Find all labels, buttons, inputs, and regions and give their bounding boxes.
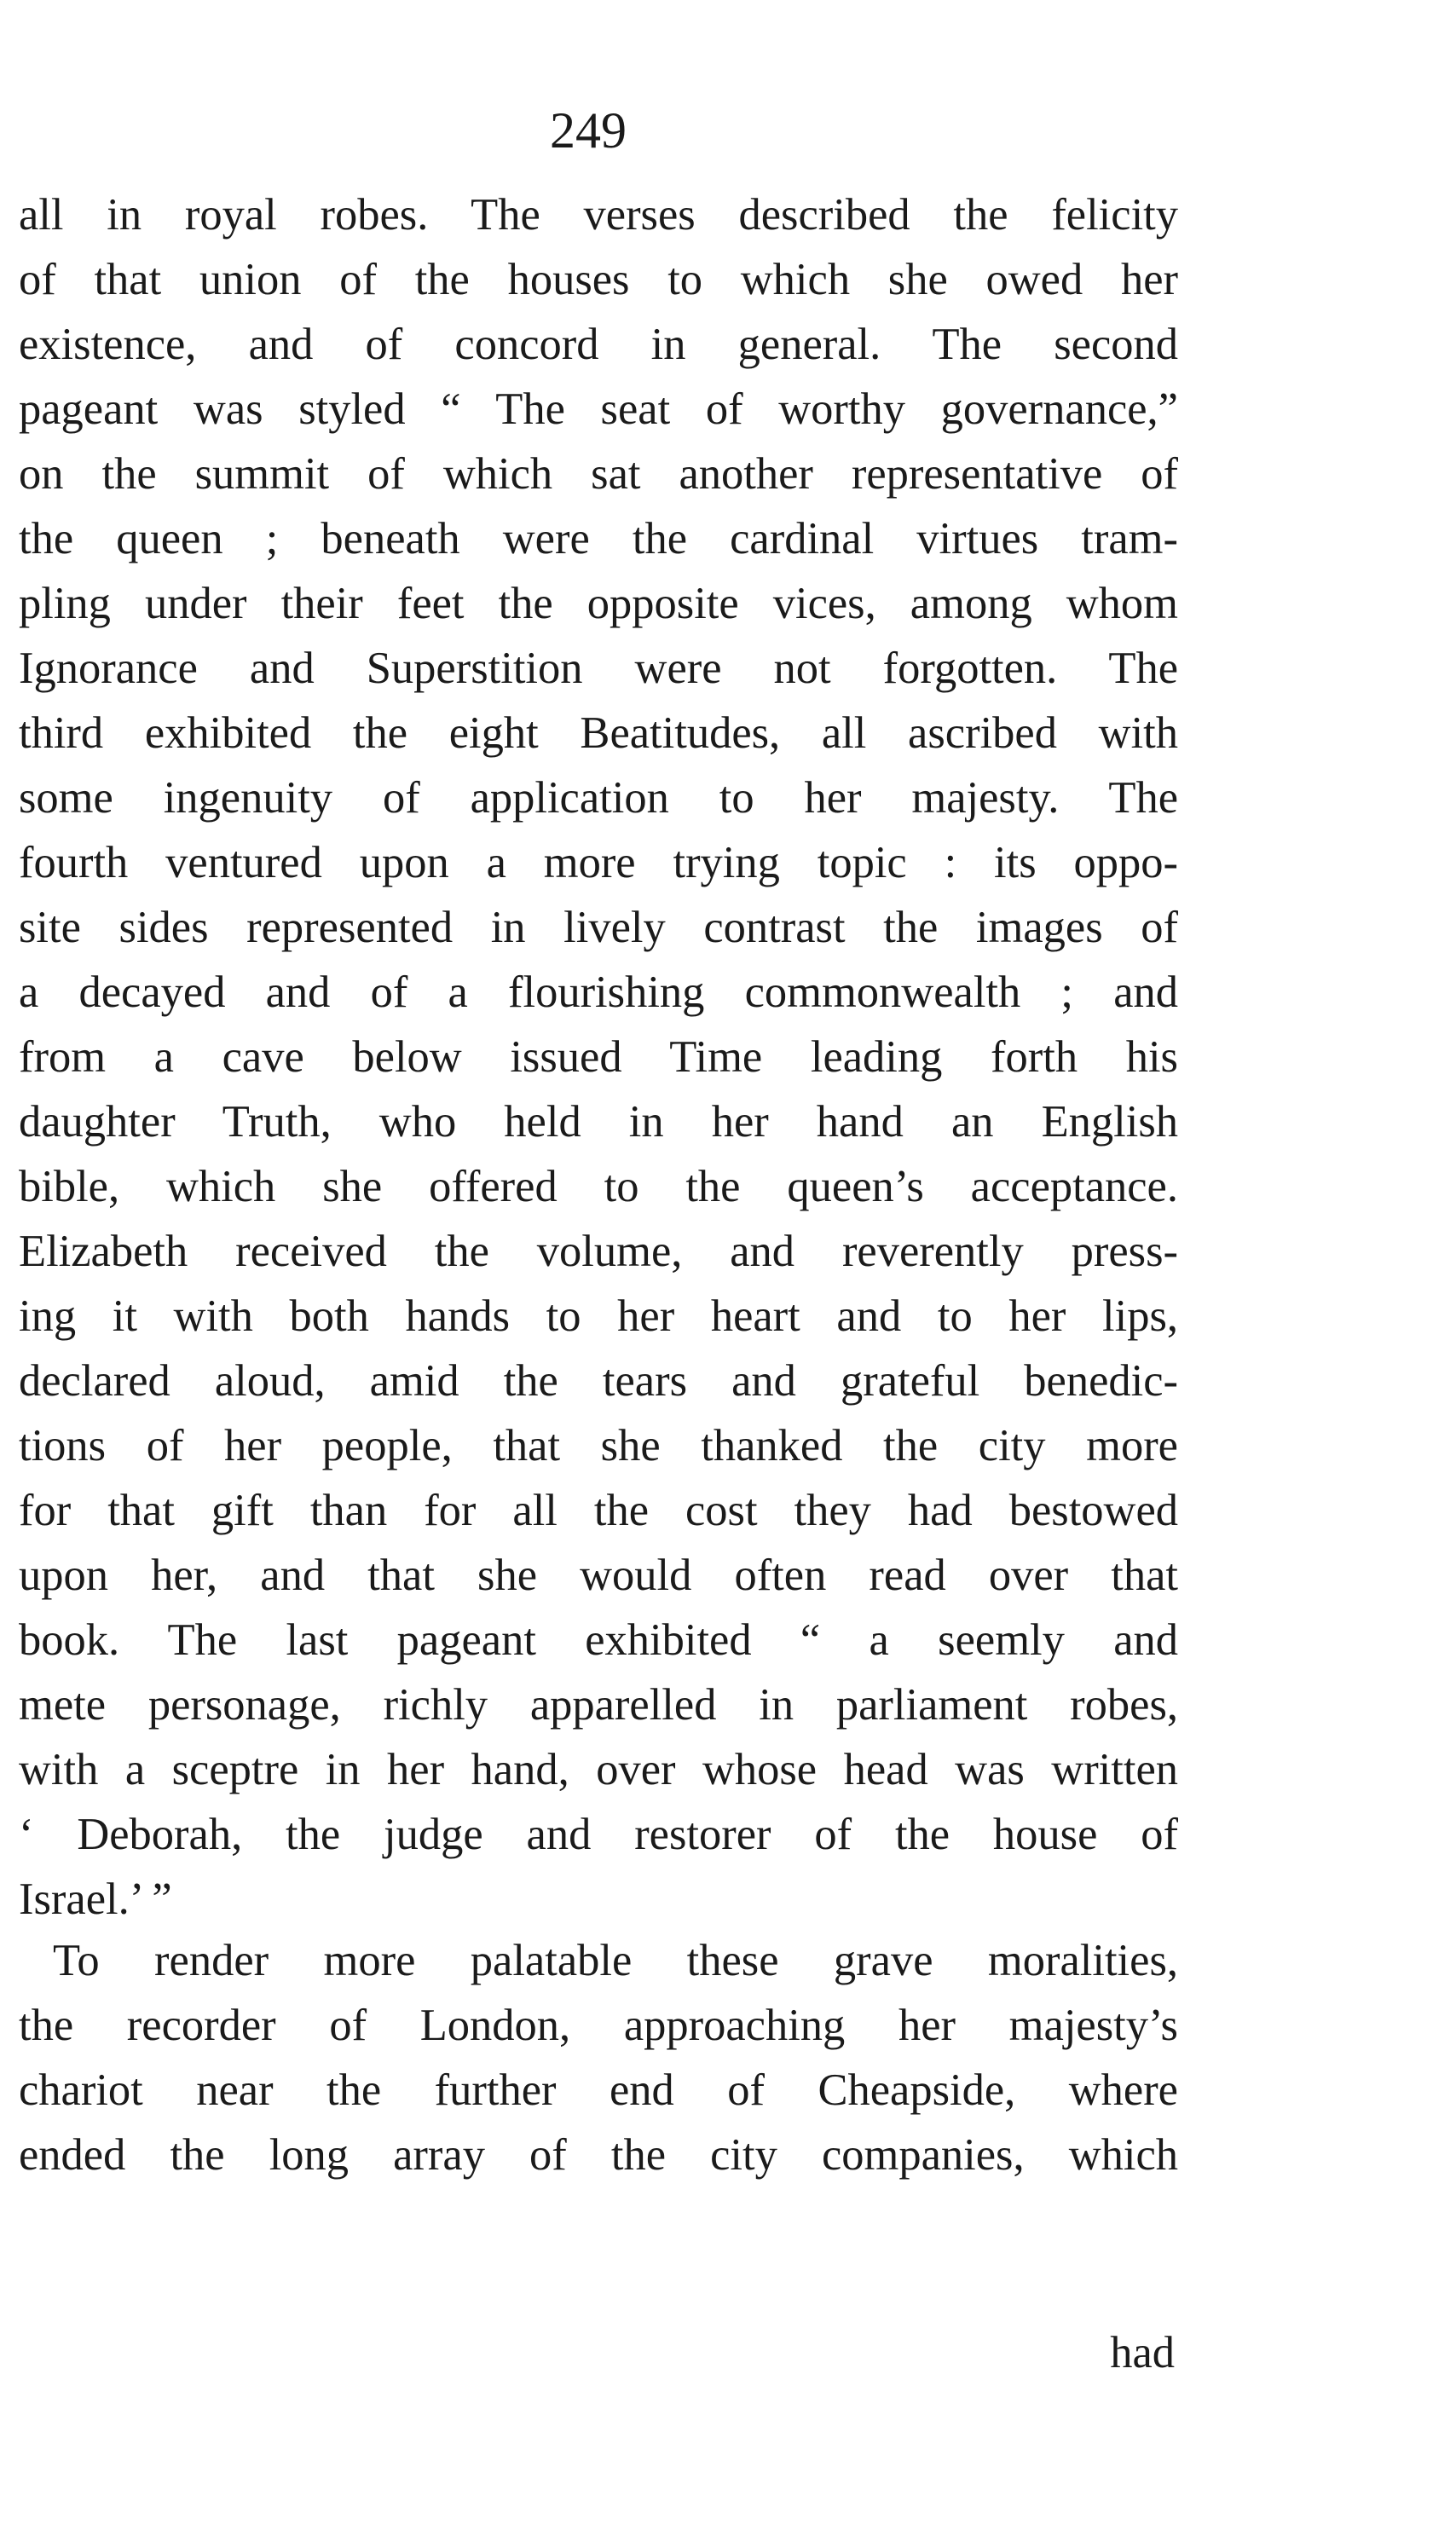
text-line: declared aloud, amid the tears and grateful benedic-	[19, 1356, 1178, 1406]
text-line: pling under their feet the opposite vices, among whom	[19, 579, 1178, 628]
text-line: mete personage, richly apparelled in parliament robes,	[19, 1680, 1178, 1730]
text-line: fourth ventured upon a more trying topic : its oppo-	[19, 838, 1178, 887]
text-line: third exhibited the eight Beatitudes, all ascribed with	[19, 708, 1178, 758]
text-line: a decayed and of a flourishing commonwealth ; and	[19, 968, 1178, 1017]
text-line: with a sceptre in her hand, over whose head was written	[19, 1745, 1178, 1794]
text-line: To render more palatable these grave moralities,	[53, 1936, 1178, 1985]
text-line: upon her, and that she would often read over that	[19, 1551, 1178, 1600]
text-line: ended the long array of the city companies, which	[19, 2130, 1178, 2180]
text-line: on the summit of which sat another representative of	[19, 449, 1178, 499]
paragraph-1	[19, 182, 1178, 1932]
text-line: Elizabeth received the volume, and reverently press-	[19, 1227, 1178, 1276]
text-line: pageant was styled “ The seat of worthy governance,”	[19, 384, 1178, 434]
text-line: Ignorance and Superstition were not forgotten. The	[19, 644, 1178, 693]
page-number: 249	[550, 102, 627, 159]
catchword: had	[1110, 2328, 1175, 2377]
text-line: tions of her people, that she thanked the city more	[19, 1421, 1178, 1470]
text-line: ing it with both hands to her heart and to her lips,	[19, 1291, 1178, 1341]
text-line: some ingenuity of application to her majesty. The	[19, 773, 1178, 823]
paragraph-2	[19, 1928, 1178, 2187]
text-line: from a cave below issued Time leading forth his	[19, 1032, 1178, 1082]
text-line: the recorder of London, approaching her majesty’s	[19, 2001, 1178, 2050]
text-line: all in royal robes. The verses described the felicity	[19, 190, 1178, 240]
text-line: book. The last pageant exhibited “ a seemly and	[19, 1615, 1178, 1665]
text-line: chariot near the further end of Cheapside, where	[19, 2065, 1178, 2115]
text-line: bible, which she offered to the queen’s acceptance.	[19, 1162, 1178, 1211]
text-line: Israel.’ ”	[19, 1875, 172, 1924]
text-line: existence, and of concord in general. The second	[19, 320, 1178, 369]
text-line: site sides represented in lively contrast the images of	[19, 903, 1178, 952]
text-line: ‘ Deborah, the judge and restorer of the house of	[19, 1810, 1178, 1859]
text-line: for that gift than for all the cost they had bestowed	[19, 1486, 1178, 1535]
text-line: daughter Truth, who held in her hand an English	[19, 1097, 1178, 1147]
text-line: the queen ; beneath were the cardinal virtues tram-	[19, 514, 1178, 563]
text-line: of that union of the houses to which she owed her	[19, 255, 1178, 304]
